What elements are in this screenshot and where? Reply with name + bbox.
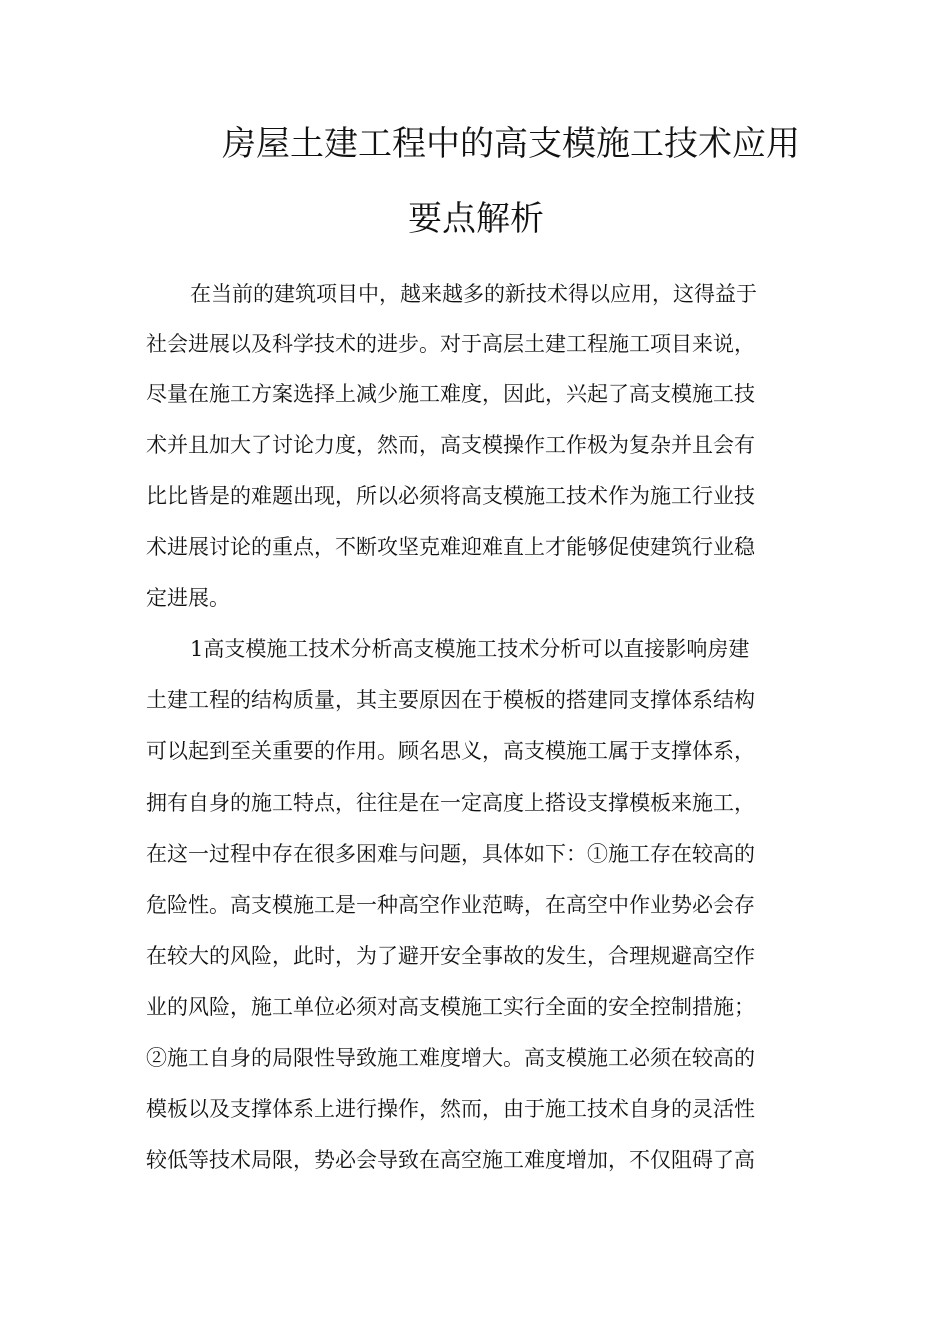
paragraph-1-line-1: 在当前的建筑项目中，越来越多的新技术得以应用，这得益于 <box>190 282 757 306</box>
paragraph-1-line-6: 术进展讨论的重点，不断攻坚克难迎难直上才能够促使建筑行业稳 <box>146 535 755 559</box>
paragraph-1-line-5: 比比皆是的难题出现，所以必须将高支模施工技术作为施工行业技 <box>146 484 755 508</box>
paragraph-1-line-4: 术并且加大了讨论力度，然而，高支模操作工作极为复杂并且会有 <box>146 433 755 457</box>
document-title-line-2: 要点解析 <box>408 199 544 239</box>
paragraph-2-line-1: 1高支模施工技术分析高支模施工技术分析可以直接影响房建 <box>190 637 750 661</box>
paragraph-1-line-7: 定进展。 <box>146 586 230 610</box>
paragraph-1-line-2: 社会进展以及科学技术的进步。对于高层土建工程施工项目来说， <box>146 332 755 356</box>
document-title-line-1: 房屋土建工程中的高支模施工技术应用 <box>222 124 800 164</box>
paragraph-2-line-5: 在这一过程中存在很多困难与问题，具体如下：①施工存在较高的 <box>146 842 755 866</box>
paragraph-2-line-3: 可以起到至关重要的作用。顾名思义，高支模施工属于支撑体系， <box>146 739 755 763</box>
paragraph-2-line-10: 模板以及支撑体系上进行操作，然而，由于施工技术自身的灵活性 <box>146 1097 755 1121</box>
paragraph-2-line-9: ②施工自身的局限性导致施工难度增大。高支模施工必须在较高的 <box>146 1046 755 1070</box>
paragraph-2-line-11: 较低等技术局限，势必会导致在高空施工难度增加，不仅阻碍了高 <box>146 1148 755 1172</box>
paragraph-2-line-7: 在较大的风险，此时，为了避开安全事故的发生，合理规避高空作 <box>146 944 755 968</box>
paragraph-1-line-3: 尽量在施工方案选择上减少施工难度，因此，兴起了高支模施工技 <box>146 382 755 406</box>
paragraph-2-line-6: 危险性。高支模施工是一种高空作业范畴，在高空中作业势必会存 <box>146 893 755 917</box>
paragraph-2-line-4: 拥有自身的施工特点，往往是在一定高度上搭设支撑模板来施工， <box>146 791 755 815</box>
paragraph-2-line-2: 土建工程的结构质量，其主要原因在于模板的搭建同支撑体系结构 <box>146 688 755 712</box>
paragraph-2-line-8: 业的风险，施工单位必须对高支模施工实行全面的安全控制措施； <box>146 995 755 1019</box>
